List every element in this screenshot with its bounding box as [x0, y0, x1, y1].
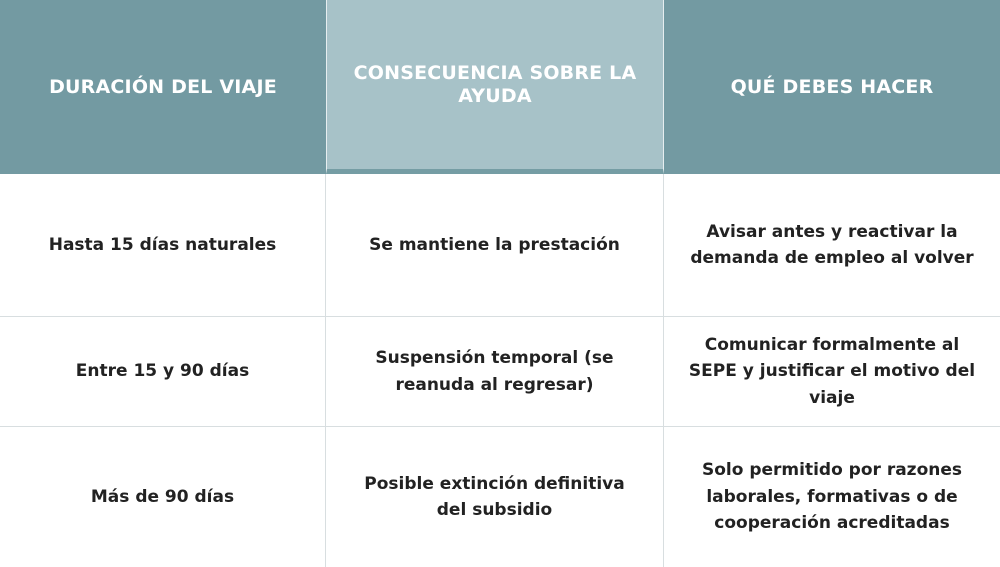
row-2-action: Comunicar formalmente al SEPE y justificar el motivo del viaje: [664, 317, 1000, 427]
header-duration: DURACIÓN DEL VIAJE: [0, 0, 326, 174]
header-action: QUÉ DEBES HACER: [664, 0, 1000, 174]
row-3-duration: Más de 90 días: [0, 427, 326, 567]
row-2-consequence: Suspensión temporal (se reanuda al regresar): [326, 317, 664, 427]
row-1-consequence: Se mantiene la prestación: [326, 174, 664, 317]
row-3-consequence: Posible extinción definitiva del subsidio: [326, 427, 664, 567]
header-consequence: CONSECUENCIA SOBRE LA AYUDA: [326, 0, 664, 174]
row-3-action: Solo permitido por razones laborales, formativas o de cooperación acreditadas: [664, 427, 1000, 567]
row-1-action: Avisar antes y reactivar la demanda de empleo al volver: [664, 174, 1000, 317]
row-2-duration: Entre 15 y 90 días: [0, 317, 326, 427]
row-1-duration: Hasta 15 días naturales: [0, 174, 326, 317]
